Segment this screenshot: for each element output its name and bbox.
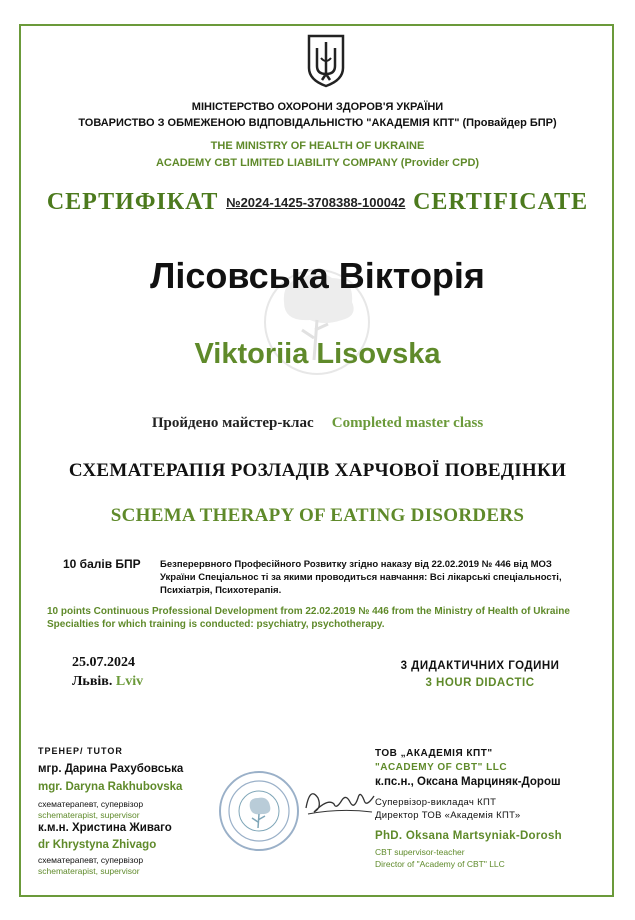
completed-label-ua: Пройдено майстер-клас <box>151 415 314 431</box>
tutor-2-role-ua: схематерапевт, супервізор <box>38 855 144 865</box>
director-org-en: "ACADEMY OF CBT" LLC <box>375 762 508 773</box>
completed-label-en: Completed master class <box>331 415 484 431</box>
ukraine-trident-icon <box>305 34 347 88</box>
director-name-en: PhD. Oksana Martsyniak-Dorosh <box>375 830 563 842</box>
certificate-title-row <box>0 188 635 216</box>
hours-en: 3 HOUR DIDACTIC <box>425 677 535 689</box>
director-role-en-1: CBT supervisor-teacher <box>375 847 465 857</box>
cpd-text-en: 10 points Continuous Professional Development from 22.02.2019 № 446 from the Ministry of Health of Ukraine Specialties for which training is conducted: psychiatry, psychotherapy. <box>47 606 570 630</box>
course-title-en: SCHEMA THERAPY OF EATING DISORDERS <box>110 505 525 526</box>
completed-row <box>0 414 635 432</box>
director-role-ua-1: Супервізор-викладач КПТ <box>375 797 497 808</box>
recipient-name-ua: Лісовська Вікторія <box>150 255 485 296</box>
tutor-label: ТРЕНЕР/ TUTOR <box>38 746 123 756</box>
company-en: ACADEMY CBT LIMITED LIABILITY COMPANY (Provider CPD) <box>155 157 480 169</box>
certificate-number: №2024-1425-3708388-100042 <box>226 195 406 210</box>
course-title-ua: СХЕМАТЕРАПІЯ РОЗЛАДІВ ХАРЧОВОЇ ПОВЕДІНКИ <box>68 460 567 481</box>
certificate-word-en: CERTIFICATE <box>413 189 589 215</box>
ministry-ua: МІНІСТЕРСТВО ОХОРОНИ ЗДОРОВ'Я УКРАЇНИ <box>191 101 444 113</box>
cpd-points-ua: 10 балів БПР <box>63 557 141 571</box>
director-org-ua: ТОВ „АКАДЕМІЯ КПТ" <box>375 748 493 759</box>
tutor-1-role-ua: схематерапевт, супервізор <box>38 799 144 809</box>
cpd-text-ua: Безперервного Професійного Розвитку згідно наказу від 22.02.2019 № 446 від МОЗ України Спеціальнос ті за якими проводиться навчання: Всі лікарські спеціальності, Психіатрія, Психотерапія. <box>160 559 562 596</box>
certificate-word-ua: СЕРТИФІКАТ <box>46 189 219 215</box>
tutor-2-role-en: schematerapist, supervisor <box>38 866 140 876</box>
handwritten-signature <box>300 778 380 822</box>
director-role-en-2: Director of "Academy of CBT" LLC <box>375 859 505 869</box>
tutor-1-name-en: mgr. Daryna Rakhubovska <box>38 781 183 793</box>
director-role-ua-2: Директор ТОВ «Академія КПТ» <box>375 810 521 821</box>
ministry-en: THE MINISTRY OF HEALTH OF UKRAINE <box>210 140 425 152</box>
director-name-ua: к.пс.н., Оксана Марциняк-Дорош <box>375 776 561 788</box>
company-ua: ТОВАРИСТВО З ОБМЕЖЕНОЮ ВІДПОВІДАЛЬНІСТЮ "АКАДЕМІЯ КПТ" (Провайдер БПР) <box>78 117 557 129</box>
event-date: 25.07.2024 <box>72 655 135 670</box>
tutor-2-name-ua: к.м.н. Христина Живаго <box>38 822 172 834</box>
event-city <box>72 674 143 690</box>
city-ua: Львів. <box>72 674 113 689</box>
tutor-1-role-en: schematerapist, supervisor <box>38 810 140 820</box>
tutor-1-name-ua: мгр. Дарина Рахубовська <box>38 763 184 775</box>
city-en: Lviv <box>115 674 144 689</box>
recipient-name-en: Viktoriia Lisovska <box>194 338 441 370</box>
hours-ua: 3 ДИДАКТИЧНИХ ГОДИНИ <box>400 660 560 672</box>
tutor-2-name-en: dr Khrystyna Zhivago <box>38 839 157 851</box>
academy-seal-icon <box>218 770 300 852</box>
